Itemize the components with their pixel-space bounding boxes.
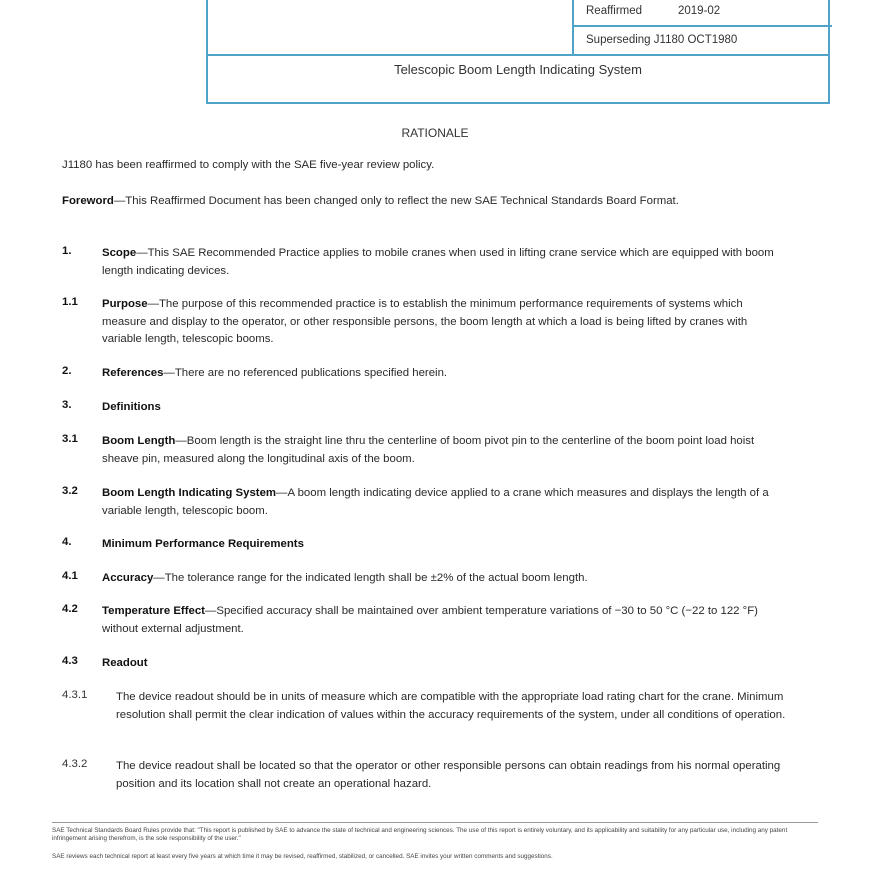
section-number: 4. — [62, 536, 72, 548]
footer-disclaimer: SAE Technical Standards Board Rules provide that: "This report is published by SAE to advance the state of technical and engineering sciences. The use of this report is entirely voluntary, and its applicability and suitability for any particular use, including any patent infringement arising therefrom, is the sole responsibility of the user." — [52, 827, 788, 842]
section-readout — [102, 655, 788, 673]
section-title: Definitions — [102, 401, 161, 413]
section-text: —There are no referenced publications specified herein. — [163, 367, 448, 379]
section-title: Readout — [102, 657, 148, 669]
section-number: 4.2 — [62, 603, 78, 615]
section-scope — [102, 245, 788, 280]
rationale-heading: RATIONALE — [401, 126, 469, 140]
section-number: 4.3.1 — [62, 689, 88, 701]
rationale-text: J1180 has been reaffirmed to comply with the SAE five-year review policy. — [62, 159, 435, 171]
section-number: 4.1 — [62, 570, 78, 582]
document-title: Telescopic Boom Length Indicating System — [394, 62, 642, 77]
section-title: References — [102, 367, 164, 379]
section-number: 3.2 — [62, 485, 78, 497]
superseding-row — [574, 27, 832, 54]
section-references — [102, 365, 788, 383]
section-title: Minimum Performance Requirements — [102, 538, 304, 550]
section-text: —A boom length indicating device applied to a crane which measures and displays the length of a variable length, telescopic boom. — [102, 487, 769, 517]
reaffirmed-date: 2019-02 — [678, 5, 721, 17]
section-title: Boom Length — [102, 435, 176, 447]
section-number: 2. — [62, 365, 72, 377]
document-header — [206, 0, 830, 104]
section-title: Purpose — [102, 298, 148, 310]
section-text: —The purpose of this recommended practice is to establish the minimum performance requirements of systems which measure and display to the operator, or other responsible persons, the boom length at which a load is being lifted by cranes with variable length, telescopic booms. — [102, 298, 748, 345]
footer-divider — [52, 822, 818, 823]
section-number: 3.1 — [62, 433, 78, 445]
section-text: —Specified accuracy shall be maintained over ambient temperature variations of −30 to 50 °C (−22 to 122 °F) without external adjustment. — [102, 605, 758, 635]
section-number: 4.3.2 — [62, 758, 88, 770]
foreword-label: Foreword — [62, 195, 114, 207]
section-text: —The tolerance range for the indicated length shall be ±2% of the actual boom length. — [153, 572, 588, 584]
section-number: 1.1 — [62, 296, 78, 308]
section-readout-units: The device readout should be in units of measure which are compatible with the appropriate load rating chart for the crane. Minimum resolution shall permit the clear indication of values within the accuracy requirements of the system, under all conditions of operation. — [116, 691, 786, 721]
section-accuracy — [102, 570, 788, 588]
section-number: 1. — [62, 245, 72, 257]
section-text: —Boom length is the straight line thru the centerline of boom pivot pin to the centerline of the boom point load hoist sheave pin, measured along the longitudinal axis of the boom. — [102, 435, 755, 465]
reaffirmed-label: Reaffirmed — [586, 5, 643, 17]
footer-review-note: SAE reviews each technical report at least every five years at which time it may be revised, reaffirmed, stabilized, or cancelled. SAE invites your written comments and suggestions. — [52, 853, 553, 860]
header-meta — [572, 0, 832, 54]
section-boom-length — [102, 433, 788, 468]
section-title: Accuracy — [102, 572, 154, 584]
section-title: Scope — [102, 247, 137, 259]
section-text: —This SAE Recommended Practice applies to mobile cranes when used in lifting crane service which are equipped with boom length indicating devices. — [102, 247, 774, 277]
section-number: 4.3 — [62, 655, 78, 667]
reaffirmed-row — [574, 0, 832, 27]
section-title: Temperature Effect — [102, 605, 205, 617]
section-temperature — [102, 603, 788, 638]
section-purpose — [102, 296, 788, 349]
superseding-text: Superseding J1180 OCT1980 — [586, 34, 738, 46]
section-number: 3. — [62, 399, 72, 411]
section-performance — [102, 536, 788, 554]
section-title: Boom Length Indicating System — [102, 487, 277, 499]
section-definitions — [102, 399, 788, 417]
foreword-text: —This Reaffirmed Document has been changed only to reflect the new SAE Technical Standards Board Format. — [113, 195, 679, 207]
section-indicating-system — [102, 485, 788, 520]
foreword-paragraph — [62, 193, 788, 211]
section-readout-location: The device readout shall be located so that the operator or other responsible persons can obtain readings from his normal operating position and its location shall not create an operational hazard. — [116, 760, 781, 790]
header-top-row — [208, 0, 828, 56]
